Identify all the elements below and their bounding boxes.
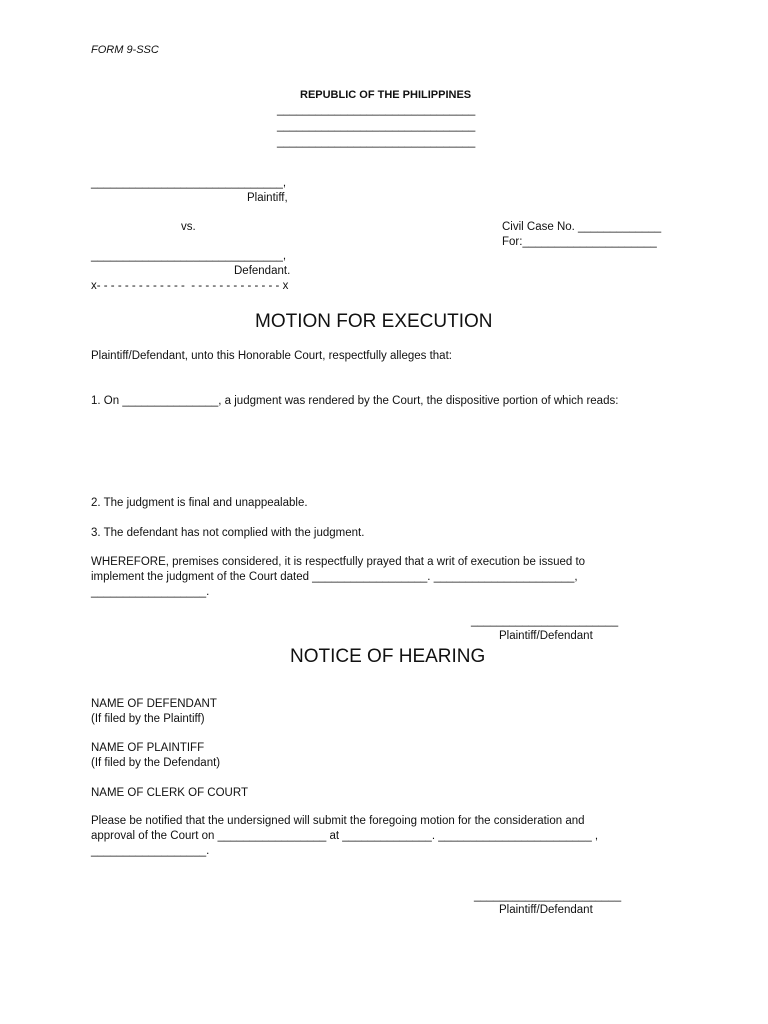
motion-intro: Plaintiff/Defendant, unto this Honorable Court, respectfully alleges that: — [91, 350, 452, 362]
motion-item-2: 2. The judgment is final and unappealable. — [91, 497, 308, 509]
motion-item-3: 3. The defendant has not complied with the judgment. — [91, 527, 365, 539]
notice-body-line-2: approval of the Court on _________________ at ______________. ________________________ , — [91, 830, 599, 842]
plaintiff-blank: ______________________________, — [91, 177, 287, 189]
notice-signature-label: Plaintiff/Defendant — [499, 904, 593, 916]
defendant-blank: ______________________________, — [91, 250, 287, 262]
plaintiff-name-heading: NAME OF PLAINTIFF — [91, 742, 205, 754]
defendant-name-note: (If filed by the Plaintiff) — [91, 713, 205, 725]
notice-body-line-3: __________________. — [91, 845, 210, 857]
court-blank-line-3: _______________________________ — [277, 136, 476, 148]
clerk-name-heading: NAME OF CLERK OF COURT — [91, 787, 248, 799]
motion-signature-label: Plaintiff/Defendant — [499, 630, 593, 642]
vs-label: vs. — [181, 221, 196, 233]
case-for-line: For:_____________________ — [502, 236, 657, 248]
notice-body-line-1: Please be notified that the undersigned will submit the foregoing motion for the consideration and — [91, 815, 585, 827]
prayer-line-2: implement the judgment of the Court dated __________________. ______________________, — [91, 571, 578, 583]
form-code: FORM 9-SSC — [91, 44, 159, 56]
notice-signature-line: _______________________ — [474, 890, 622, 902]
prayer-line-3: __________________. — [91, 586, 210, 598]
motion-signature-line: _______________________ — [471, 615, 619, 627]
motion-item-1: 1. On _______________, a judgment was rendered by the Court, the dispositive portion of which reads: — [91, 395, 619, 407]
court-blank-line-2: _______________________________ — [277, 120, 476, 132]
motion-title: MOTION FOR EXECUTION — [255, 311, 493, 332]
plaintiff-name-note: (If filed by the Defendant) — [91, 757, 221, 769]
civil-case-number: Civil Case No. _____________ — [502, 221, 662, 233]
court-blank-line-1: _______________________________ — [277, 104, 476, 116]
notice-title: NOTICE OF HEARING — [290, 646, 486, 667]
defendant-label: Defendant. — [234, 265, 291, 277]
prayer-line-1: WHEREFORE, premises considered, it is respectfully prayed that a writ of execution be issued to — [91, 556, 586, 568]
caption-separator: x- - - - - - - - - - - - - - - - - - - - - - - - - - x — [91, 280, 289, 292]
plaintiff-label: Plaintiff, — [247, 192, 288, 204]
republic-heading: REPUBLIC OF THE PHILIPPINES — [300, 89, 472, 101]
defendant-name-heading: NAME OF DEFENDANT — [91, 698, 217, 710]
